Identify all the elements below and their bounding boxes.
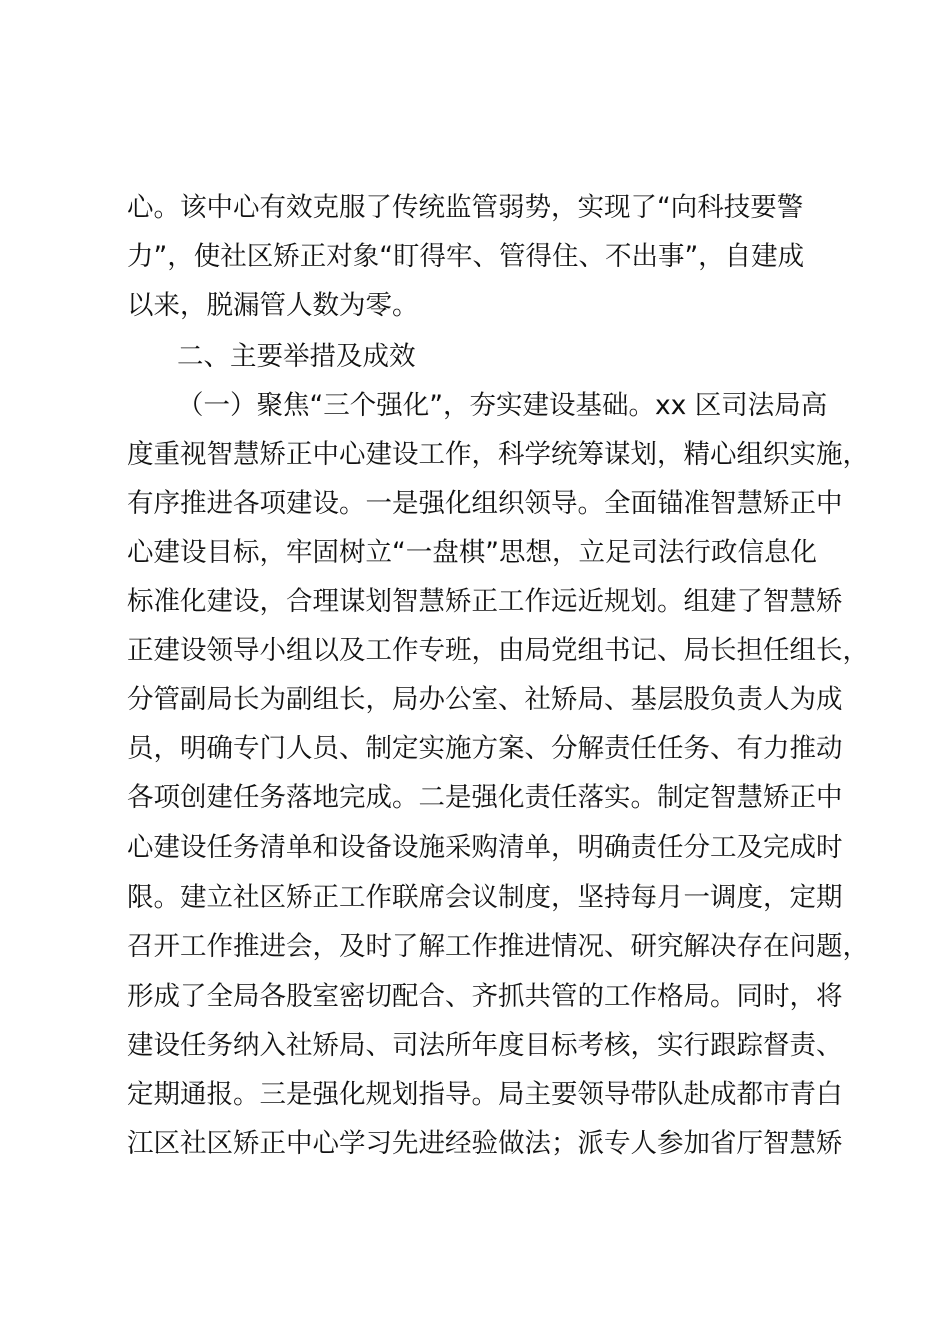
paragraph-line: 建设任务纳入社矫局、司法所年度目标考核，实行跟踪督责、 <box>127 1030 843 1061</box>
subsection-heading-line: （一）聚焦“三个强化”，夯实建设基础。xx 区司法局高 <box>177 390 828 421</box>
paragraph-line: 正建设领导小组以及工作专班，由局党组书记、局长担任组长， <box>127 635 869 666</box>
paragraph-line: 标准化建设，合理谋划智慧矫正工作远近规划。组建了智慧矫 <box>127 586 843 617</box>
paragraph-line: 江区社区矫正中心学习先进经验做法；派专人参加省厅智慧矫 <box>127 1128 843 1159</box>
paragraph-line: 限。建立社区矫正工作联席会议制度，坚持每月一调度，定期 <box>127 882 843 913</box>
paragraph-line: 有序推进各项建设。一是强化组织领导。全面锚准智慧矫正中 <box>127 488 843 519</box>
paragraph-line: 心建设任务清单和设备设施采购清单，明确责任分工及完成时 <box>127 832 843 863</box>
section-heading: 二、主要举措及成效 <box>177 341 416 372</box>
paragraph-line: 心建设目标，牢固树立“一盘棋”思想，立足司法行政信息化 <box>127 537 817 568</box>
paragraph-line: 分管副局长为副组长，局办公室、社矫局、基层股负责人为成 <box>127 684 843 715</box>
paragraph-line: 定期通报。三是强化规划指导。局主要领导带队赴成都市青白 <box>127 1079 843 1110</box>
paragraph-line: 员，明确专门人员、制定实施方案、分解责任任务、有力推动 <box>127 733 843 764</box>
paragraph-line: 度重视智慧矫正中心建设工作，科学统筹谋划，精心组织实施， <box>127 439 869 470</box>
paragraph-line: 形成了全局各股室密切配合、齐抓共管的工作格局。同时，将 <box>127 981 843 1012</box>
paragraph-line: 心。该中心有效克服了传统监管弱势，实现了“向科技要警 <box>127 192 804 223</box>
paragraph-line: 各项创建任务落地完成。二是强化责任落实。制定智慧矫正中 <box>127 782 843 813</box>
paragraph-line: 以来，脱漏管人数为零。 <box>127 290 419 321</box>
paragraph-line: 力”，使社区矫正对象“盯得牢、管得住、不出事”，自建成 <box>127 241 805 272</box>
paragraph-line: 召开工作推进会，及时了解工作推进情况、研究解决存在问题， <box>127 931 869 962</box>
